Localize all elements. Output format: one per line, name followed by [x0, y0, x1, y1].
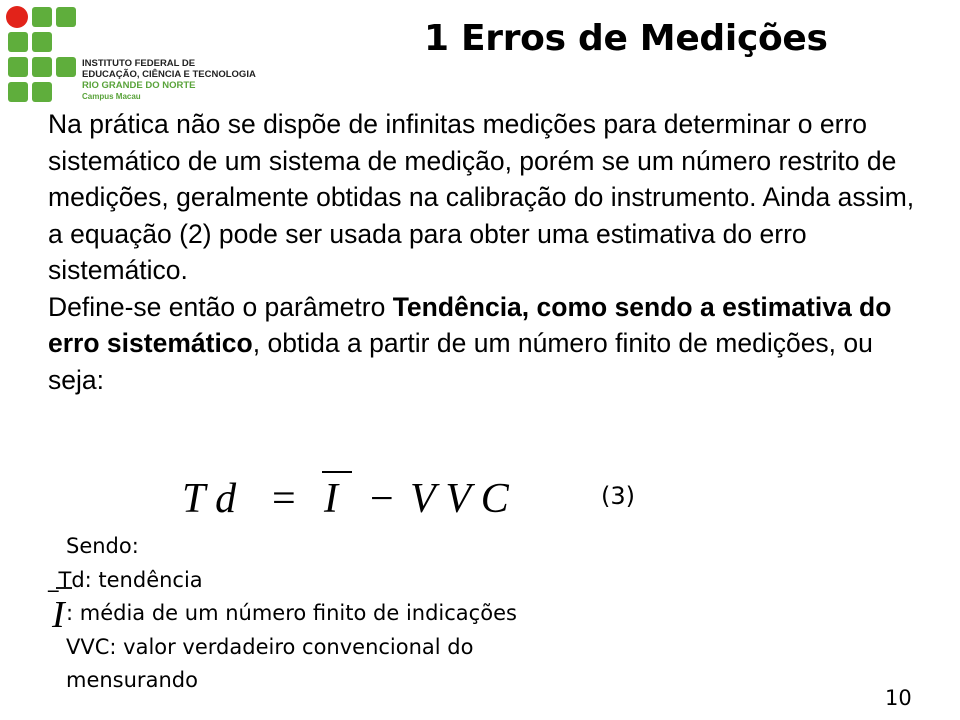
paragraph-2-prefix: Define-se então o parâmetro [48, 291, 393, 322]
equation-lhs: T d [182, 476, 237, 522]
paragraph-1: Na prática não se dispõe de infinitas medições para determinar o erro sistemático de um sistema de medição, porém se um número restrito de medições, geralmente obtidas na calibração do instrumento. Ainda assim, a equação (2) pode ser usada para obter uma estimativa do erro sistemático. [48, 109, 915, 285]
logo-line-3: RIO GRANDE DO NORTE [82, 80, 196, 91]
logo-line-4: Campus Macau [82, 92, 141, 101]
equation-equals: = [272, 476, 296, 522]
institution-logo [6, 6, 256, 106]
logo-red-dot [6, 6, 28, 28]
paragraph-2 [48, 289, 928, 399]
logo-square [32, 7, 52, 27]
definition-td: _Td: tendência [48, 567, 203, 592]
equation-rhs: V V C [410, 476, 509, 522]
logo-line-1: INSTITUTO FEDERAL DE [82, 58, 196, 69]
logo-square [56, 57, 76, 77]
ibar-letter: I [52, 594, 65, 633]
definitions-list [48, 530, 648, 698]
paragraph-2-suffix: , obtida a partir de um número finito de medições, ou seja: [48, 328, 873, 395]
logo-line-2: EDUCAÇÃO, CIÊNCIA E TECNOLOGIA [82, 69, 256, 80]
logo-square [8, 32, 28, 52]
logo-square [8, 82, 28, 102]
logo-square [32, 82, 52, 102]
definition-vvc-line-1: VVC: valor verdadeiro convencional do [66, 634, 474, 659]
paragraph-2-bold: Tendência, como sendo a estimativa do erro sistemático [48, 291, 892, 358]
ibar-symbol [50, 585, 76, 633]
equation-minus: − [370, 476, 394, 522]
logo-square [8, 57, 28, 77]
logo-square [32, 57, 52, 77]
slide-title: 1 Erros de Medições [424, 18, 828, 59]
logo-square [32, 32, 52, 52]
equation-tendencia [180, 466, 540, 522]
logo-text [82, 58, 262, 102]
equation-number: (3) [601, 482, 635, 510]
page-number: 10 [885, 686, 912, 710]
definitions-intro: Sendo: [66, 534, 139, 558]
logo-square [56, 7, 76, 27]
definition-ibar: : média de um número finito de indicações [66, 601, 517, 625]
slide-body [48, 106, 928, 398]
definition-vvc-line-2: mensurando [66, 668, 198, 692]
equation-mean: I [324, 476, 338, 522]
